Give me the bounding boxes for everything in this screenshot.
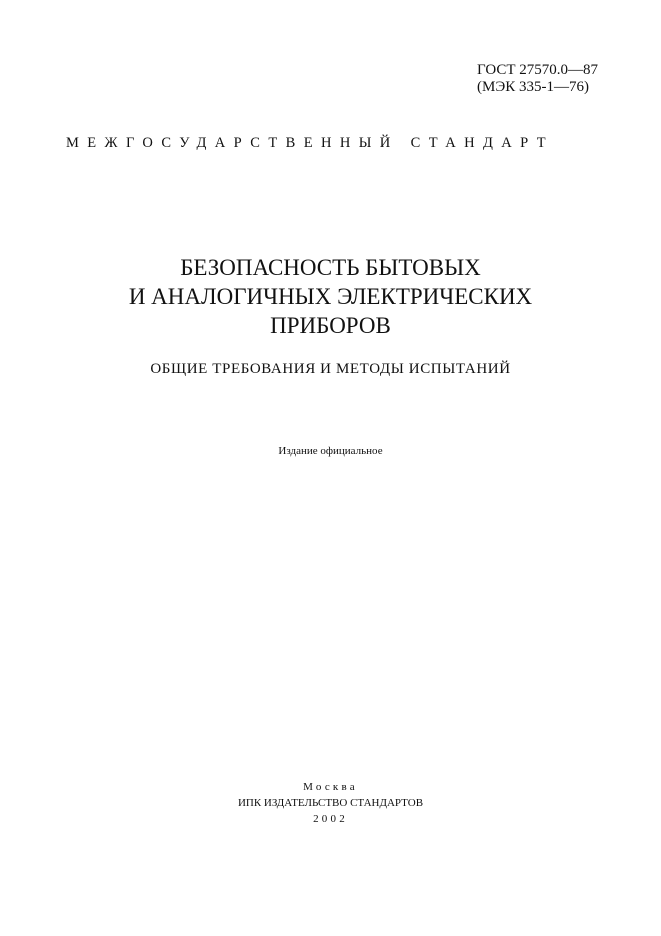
gost-designation-block <box>477 62 598 96</box>
standard-type-heading: МЕЖГОСУДАРСТВЕННЫЙ СТАНДАРТ <box>66 135 555 151</box>
imprint-block <box>0 779 661 827</box>
title-line-3: ПРИБОРОВ <box>270 313 391 338</box>
edition-note: Издание официальное <box>278 445 383 457</box>
gost-number: ГОСТ 27570.0—87 <box>477 62 598 78</box>
imprint-year: 2002 <box>313 813 348 825</box>
document-subtitle: ОБЩИЕ ТРЕБОВАНИЯ И МЕТОДЫ ИСПЫТАНИЙ <box>150 361 511 377</box>
imprint-publisher: ИПК ИЗДАТЕЛЬСТВО СТАНДАРТОВ <box>237 797 424 809</box>
iec-reference: (МЭК 335-1—76) <box>477 79 589 95</box>
document-title <box>0 253 661 340</box>
imprint-city: Москва <box>303 781 358 793</box>
title-line-2: И АНАЛОГИЧНЫХ ЭЛЕКТРИЧЕСКИХ <box>128 284 533 309</box>
title-line-1: БЕЗОПАСНОСТЬ БЫТОВЫХ <box>180 255 481 280</box>
